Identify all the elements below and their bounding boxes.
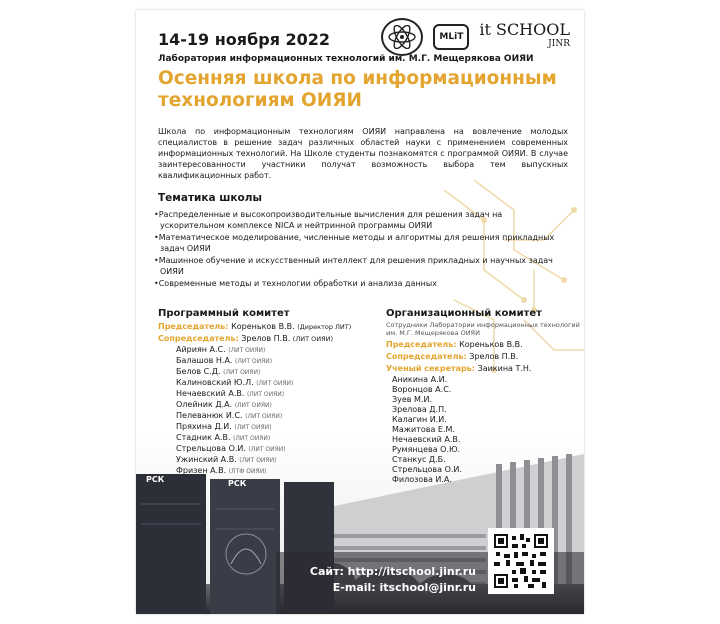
org-chair (386, 340, 581, 349)
program-chair-label: Председатель: (158, 322, 229, 331)
program-member-aff: (ЛИТ ОИЯИ) (256, 380, 294, 387)
org-committee-subtitle: Сотрудники Лаборатории информационных технологий им. М.Г. Мещерякова ОИЯИ (386, 321, 580, 337)
program-member (176, 433, 368, 444)
program-cochair-name: Зрелов П.В. (241, 334, 291, 343)
program-chair-name: Кореньков В.В. (231, 322, 295, 331)
org-committee (386, 308, 581, 485)
org-member: Калагин И.И. (392, 415, 447, 424)
org-secretary-label: Ученый секретарь: (386, 364, 476, 373)
topics-heading: Тематика школы (158, 192, 262, 204)
program-member (176, 444, 368, 455)
org-chair-name: Кореньков В.В. (459, 340, 523, 349)
program-member (176, 389, 368, 400)
poster (136, 10, 584, 614)
program-chair (158, 322, 368, 331)
org-chair-label: Председатель: (386, 340, 457, 349)
program-member-aff: (ЛИТ ОИЯИ) (245, 413, 283, 420)
site-link[interactable]: Сайт: http://itschool.jinr.ru (309, 565, 476, 578)
program-member-aff: (ЛИТ ОИЯИ) (248, 446, 286, 453)
email-link[interactable]: E-mail: itschool@jinr.ru (332, 581, 476, 594)
org-member: Нечаевский А.В. (392, 435, 461, 444)
topics-list (154, 210, 564, 292)
org-committee-heading: Организационный комитет (386, 308, 542, 319)
program-member (176, 367, 368, 378)
org-member: Румянцева О.Ю. (392, 445, 461, 454)
event-date: 14-19 ноября 2022 (158, 30, 331, 49)
program-member-aff: (ЛИТ ОИЯИ) (233, 435, 271, 442)
program-member-aff: (ЛИТ ОИЯИ) (246, 391, 285, 398)
program-member (176, 422, 368, 433)
org-member: Зуев М.И. (392, 395, 433, 404)
program-member (176, 411, 368, 422)
topic-item: •Современные методы и технологии обработки и анализа данных (154, 279, 437, 288)
org-member: Аникина А.И. (392, 375, 448, 384)
org-member: Зрелова Д.П. (392, 405, 447, 414)
rsk-label-1: РСК (146, 475, 165, 484)
program-member-aff: (ЛИТ ОИЯИ) (234, 424, 272, 431)
program-member-aff: (ЛИТ ОИЯИ) (228, 347, 266, 354)
org-cochair-name: Зрелов П.В. (469, 352, 519, 361)
org-cochair (386, 352, 581, 361)
org-member: Воронцов А.С. (392, 385, 452, 394)
contacts (286, 564, 476, 596)
program-members-list (176, 345, 368, 477)
program-member-name: Ужинский А.В. (176, 455, 237, 464)
jinr-logo (381, 18, 423, 56)
program-committee (158, 308, 368, 477)
topic-item: •Распределенные и высокопроизводительные вычисления для решения задач на ускорительном комплексе NICA и нейтринной программы ОИЯИ (154, 210, 503, 230)
atom-icon (387, 25, 417, 49)
program-member-name: Балашов Н.А. (176, 356, 233, 365)
program-chair-aff: (Директор ЛИТ) (297, 323, 352, 331)
program-member (176, 400, 368, 411)
mlit-logo: MLiT (433, 24, 469, 50)
program-cochair-aff: (ЛИТ ОИЯИ) (292, 335, 334, 343)
program-member (176, 455, 368, 466)
program-member-name: Пряхина Д.И. (176, 422, 232, 431)
org-member: Стрельцова О.И. (392, 465, 462, 474)
itschool-logo (479, 20, 570, 51)
intro-text: Школа по информационным технологиям ОИЯИ направлена на вовлечение молодых специалистов в решение задач различных областей науки с применением современных информационных технологий. На Школе студенты познакомятся с программой ОИЯИ. В случае заинтересованности участники получат возможность выбора тем выпускных квалификационных работ. (158, 127, 568, 180)
program-member (176, 466, 368, 477)
program-member-name: Белов С.Д. (176, 367, 221, 376)
school-title: Осенняя школа по информационным технологиям ОИЯИ (158, 68, 557, 111)
program-member-name: Калиновский Ю.Л. (176, 378, 254, 387)
program-member-aff: (ЛТФ ОИЯИ) (228, 468, 267, 475)
org-member: Станкус Д.Б. (392, 455, 446, 464)
program-cochair-label: Сопредседатель: (158, 334, 239, 343)
org-cochair-label: Сопредседатель: (386, 352, 467, 361)
org-members-list (392, 375, 581, 485)
program-member-aff: (ЛИТ ОИЯИ) (239, 457, 277, 464)
lab-name: Лаборатория информационных технологий им. М.Г. Мещерякова ОИЯИ (158, 54, 534, 64)
program-member (176, 356, 368, 367)
rsk-label-2: РСК (228, 479, 247, 488)
program-member (176, 378, 368, 389)
org-secretary-name: Заикина Т.Н. (477, 364, 532, 373)
org-member: Мажитова Е.М. (392, 425, 455, 434)
program-member-name: Олейник Д.А. (176, 400, 233, 409)
program-member-name: Стадник А.В. (176, 433, 231, 442)
itschool-logo-sub: JINR (548, 39, 570, 49)
program-member (176, 345, 368, 356)
program-member-name: Айриян А.С. (176, 345, 226, 354)
qr-code[interactable] (488, 528, 554, 594)
topic-item: •Математическое моделирование, численные методы и алгоритмы для решения прикладных задач ОИЯИ (154, 233, 555, 253)
program-member-name: Стрельцова О.И. (176, 444, 246, 453)
program-member-aff: (ЛИТ ОИЯИ) (223, 369, 261, 376)
program-member-aff: (ЛИТ ОИЯИ) (234, 402, 272, 409)
logos (381, 18, 570, 56)
program-member-name: Нечаевский А.В. (176, 389, 245, 398)
org-member: Филозова И.А. (392, 475, 452, 484)
itschool-logo-text: it SCHOOL (479, 20, 570, 39)
program-member-name: Пелеванюк И.С. (176, 411, 243, 420)
org-secretary (386, 364, 581, 373)
program-cochair (158, 334, 368, 343)
program-member-name: Фризен А.В. (176, 466, 227, 475)
topic-item: •Машинное обучение и искусственный интеллект для решения прикладных и научных задач ОИЯИ (154, 256, 553, 276)
program-committee-heading: Программный комитет (158, 308, 290, 319)
program-member-aff: (ЛИТ ОИЯИ) (235, 358, 273, 365)
